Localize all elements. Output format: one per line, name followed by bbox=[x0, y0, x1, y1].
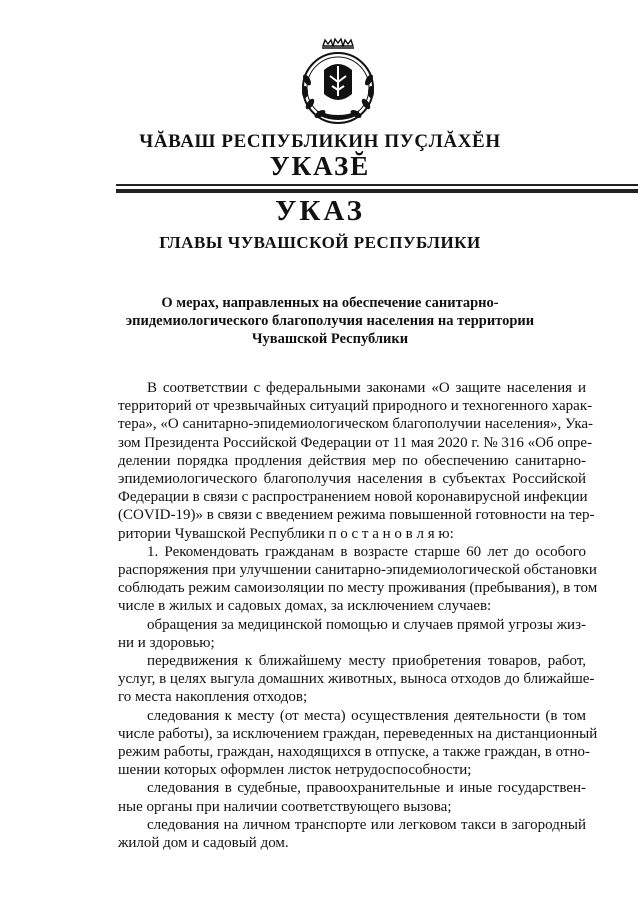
body-line: следования к месту (от места) осуществления деятельности (в том bbox=[147, 707, 586, 724]
body-line: числе в жилых и садовых домах, за исключением случаев: bbox=[118, 598, 492, 615]
body-line: делении порядка продления действия мер по обеспечению санитарно- bbox=[118, 452, 586, 469]
body-line: шении которых оформлен листок нетрудоспособности; bbox=[118, 762, 472, 779]
issuer-heading: ГЛАВЫ ЧУВАШСКОЙ РЕСПУБЛИКИ bbox=[159, 233, 481, 252]
body-line: числе работы), за исключением граждан, переведенных на дистанционный bbox=[118, 725, 598, 742]
body-line: соблюдать режим самоизоляции по месту проживания (пребывания), в том bbox=[118, 580, 598, 597]
body-line: услуг, в целях выгула домашних животных, выноса отходов до ближайше- bbox=[118, 671, 595, 688]
body-line: ритории Чувашской Республики п о с т а н о в л я ю: bbox=[118, 525, 454, 542]
body-line: тера», «О санитарно-эпидемиологическом благополучии населения», Ука- bbox=[118, 416, 594, 433]
body-line: следования на личном транспорте или легковом такси в загородный bbox=[147, 816, 586, 833]
body-line: (COVID-19)» в связи с введением режима повышенной готовности на тер- bbox=[118, 507, 595, 524]
document-body bbox=[118, 379, 598, 852]
body-line: го места накопления отходов; bbox=[118, 689, 308, 706]
decree-heading: УКАЗ bbox=[275, 195, 365, 227]
body-line: ни и здоровью; bbox=[118, 634, 215, 651]
crowns-icon bbox=[322, 39, 354, 48]
document-title bbox=[110, 294, 550, 348]
body-line: ные органы при наличии соответствующего вызова; bbox=[118, 798, 452, 815]
body-line: 1. Рекомендовать гражданам в возрасте старше 60 лет до особого bbox=[147, 543, 586, 560]
title-line: О мерах, направленных на обеспечение санитарно- bbox=[161, 295, 499, 311]
body-line: зом Президента Российской Федерации от 11 мая 2020 г. № 316 «Об опре- bbox=[118, 434, 593, 451]
header-divider-thick bbox=[116, 189, 638, 193]
body-line: Федерации в связи с распространением новой коронавирусной инфекции bbox=[118, 489, 588, 506]
chuvash-decree-word: УКАЗĔ bbox=[269, 151, 371, 181]
title-line: эпидемиологического благополучия населения на территории bbox=[125, 313, 535, 329]
body-line: жилой дом и садовый дом. bbox=[118, 835, 289, 852]
chuvash-header-line: ЧĂВАШ РЕСПУБЛИКИН ПУÇЛĂХĔН bbox=[139, 131, 501, 152]
body-line: обращения за медицинской помощью и случаев прямой угрозы жиз- bbox=[147, 616, 586, 633]
body-line: распоряжения при улучшении санитарно-эпидемиологической обстановки bbox=[118, 562, 597, 579]
body-line: территорий от чрезвычайных ситуаций природного и техногенного харак- bbox=[118, 398, 593, 415]
title-line: Чувашской Республики bbox=[251, 331, 409, 347]
body-line: передвижения к ближайшему месту приобретения товаров, работ, bbox=[147, 653, 586, 670]
coat-of-arms-emblem bbox=[294, 36, 382, 126]
body-line: режим работы, граждан, находящихся в отпуске, а также граждан, в отно- bbox=[118, 744, 590, 761]
header-divider-thin bbox=[116, 184, 638, 186]
body-line: эпидемиологического благополучия населения в субъектах Российской bbox=[118, 471, 586, 488]
body-line: В соответствии с федеральными законами «О защите населения и bbox=[147, 380, 586, 396]
body-line: следования в судебные, правоохранительные и иные государствен- bbox=[147, 780, 586, 797]
